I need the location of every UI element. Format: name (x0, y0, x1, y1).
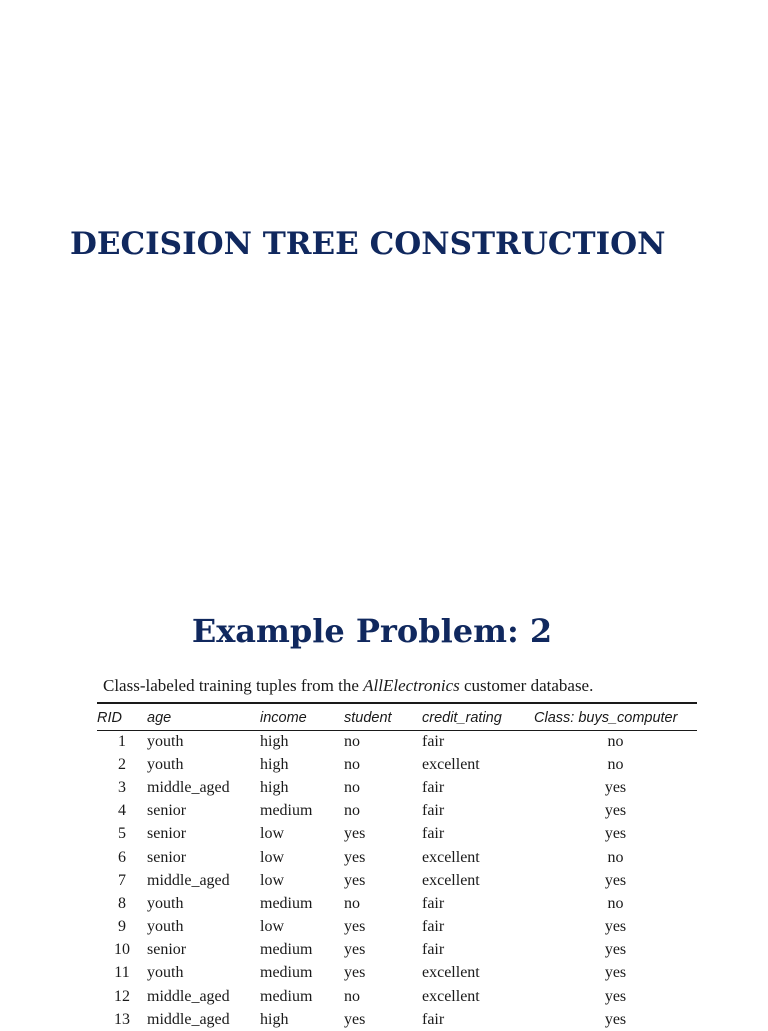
cell-credit-rating: excellent (422, 755, 480, 773)
cell-rid: 12 (114, 987, 130, 1005)
cell-age: middle_aged (147, 778, 230, 796)
cell-class: yes (604, 802, 627, 820)
caption-text-italic: AllElectronics (363, 676, 460, 695)
cell-student: yes (344, 941, 366, 959)
column-header-income: income (260, 710, 307, 726)
cell-income: low (260, 848, 284, 866)
cell-rid: 4 (118, 802, 126, 820)
cell-class: no (607, 848, 624, 866)
cell-age: youth (147, 918, 184, 936)
cell-rid: 6 (118, 848, 126, 866)
cell-credit-rating: excellent (422, 987, 480, 1005)
cell-age: youth (147, 755, 184, 773)
cell-income: medium (260, 964, 313, 982)
cell-age: youth (147, 964, 184, 982)
table-row (97, 869, 697, 892)
cell-credit-rating: fair (422, 941, 445, 959)
cell-student: yes (344, 848, 366, 866)
cell-rid: 11 (114, 964, 130, 982)
cell-income: medium (260, 987, 313, 1005)
table-row (97, 800, 697, 823)
table-row (97, 753, 697, 776)
cell-income: high (260, 778, 289, 796)
cell-rid: 7 (118, 871, 126, 889)
cell-student: yes (344, 964, 366, 982)
column-header-class: Class: buys_computer (534, 710, 678, 726)
cell-credit-rating: excellent (422, 848, 480, 866)
caption-text-after: customer database. (459, 676, 594, 695)
cell-rid: 13 (114, 1010, 130, 1028)
cell-credit-rating: fair (422, 894, 445, 912)
cell-student: no (344, 732, 360, 750)
cell-class: no (607, 755, 624, 773)
cell-class: no (607, 894, 624, 912)
cell-class: no (607, 732, 624, 750)
cell-age: senior (147, 802, 187, 820)
cell-class: yes (604, 987, 627, 1005)
cell-student: yes (344, 918, 366, 936)
table-top-rule (97, 702, 697, 704)
page-title: DECISION TREE CONSTRUCTION (70, 226, 666, 262)
cell-income: high (260, 755, 289, 773)
cell-student: no (344, 987, 360, 1005)
cell-rid: 5 (118, 825, 126, 843)
cell-income: low (260, 871, 284, 889)
table-row (97, 846, 697, 869)
cell-class: yes (604, 871, 627, 889)
cell-student: yes (344, 871, 366, 889)
example-title: Example Problem: 2 (191, 612, 553, 650)
cell-student: yes (344, 825, 366, 843)
table-row (97, 985, 697, 1008)
cell-class: yes (604, 825, 627, 843)
cell-age: youth (147, 732, 184, 750)
cell-class: yes (604, 941, 627, 959)
cell-credit-rating: fair (422, 1010, 445, 1028)
cell-class: yes (604, 918, 627, 936)
table-row (97, 776, 697, 799)
cell-rid: 3 (118, 778, 126, 796)
cell-rid: 1 (118, 732, 126, 750)
table-body (97, 730, 697, 1031)
cell-age: senior (147, 825, 187, 843)
cell-income: medium (260, 941, 313, 959)
cell-class: yes (604, 1010, 627, 1028)
column-header-credit-rating: credit_rating (422, 710, 502, 726)
cell-class: yes (604, 778, 627, 796)
table-row (97, 892, 697, 915)
column-header-rid: RID (97, 710, 122, 726)
cell-age: senior (147, 941, 187, 959)
cell-income: low (260, 918, 284, 936)
cell-credit-rating: fair (422, 802, 445, 820)
table-row (97, 939, 697, 962)
cell-rid: 10 (114, 941, 130, 959)
cell-student: no (344, 755, 360, 773)
cell-credit-rating: fair (422, 778, 445, 796)
cell-rid: 9 (118, 918, 126, 936)
cell-rid: 8 (118, 894, 126, 912)
table-row (97, 823, 697, 846)
column-header-student: student (344, 710, 392, 726)
table-row (97, 916, 697, 939)
table-row (97, 730, 697, 753)
cell-class: yes (604, 964, 627, 982)
caption-text-before: Class-labeled training tuples from the (103, 676, 364, 695)
cell-income: medium (260, 894, 313, 912)
cell-student: yes (344, 1010, 366, 1028)
cell-student: no (344, 894, 360, 912)
cell-age: middle_aged (147, 1010, 230, 1028)
table-header-row (97, 706, 697, 730)
table-row (97, 1008, 697, 1031)
cell-student: no (344, 778, 360, 796)
column-header-age: age (147, 710, 172, 726)
cell-credit-rating: excellent (422, 871, 480, 889)
table-row (97, 962, 697, 985)
cell-credit-rating: excellent (422, 964, 480, 982)
cell-credit-rating: fair (422, 732, 445, 750)
cell-age: youth (147, 894, 184, 912)
training-tuples-table (97, 706, 697, 1031)
table-caption (103, 676, 593, 696)
cell-income: high (260, 732, 289, 750)
cell-income: medium (260, 802, 313, 820)
cell-income: high (260, 1010, 289, 1028)
cell-rid: 2 (118, 755, 126, 773)
cell-credit-rating: fair (422, 918, 445, 936)
cell-income: low (260, 825, 284, 843)
cell-credit-rating: fair (422, 825, 445, 843)
cell-age: middle_aged (147, 871, 230, 889)
cell-age: senior (147, 848, 187, 866)
cell-age: middle_aged (147, 987, 230, 1005)
cell-student: no (344, 802, 360, 820)
